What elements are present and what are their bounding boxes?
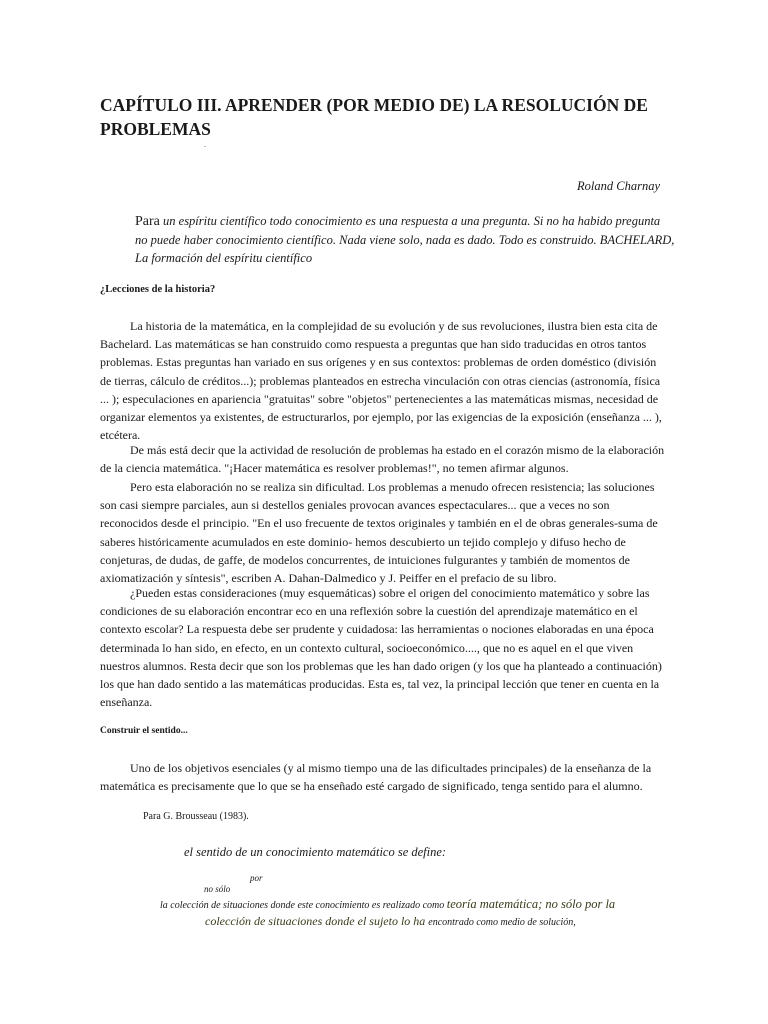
paragraph-meaning: Uno de los objetivos esenciales (y al mismo tiempo una de las dificultades principales) de la enseñanza de la matemática es precisamente que lo que se ha enseñado esté cargado de significado, tenga sentido para el alumno.: [100, 761, 652, 794]
definition-line-1a: la colección de situaciones donde este conocimiento es realizado como: [160, 900, 445, 911]
epigraph: [135, 212, 675, 267]
epigraph-lead: Para: [135, 214, 160, 229]
definition-intro: el sentido de un conocimiento matemático se define:: [184, 845, 447, 859]
citation: Para G. Brousseau (1983).: [143, 811, 249, 822]
paragraph-history-1: La historia de la matemática, en la complejidad de su evolución y de sus revoluciones, ilustra bien esta cita de Bachelard. Las matemáticas se han construido como respuesta a preguntas que han sido traducidas en otros tantos problemas. Estas preguntas han variado en sus orígenes y en sus contextos: problemas de orden doméstico (división de tierras, cálculo de créditos...); problemas planteados en estrecha vinculación con otras ciencias (astronomía, física ... ); especulaciones en apariencia "gratuitas" sobre "objetos" pertenecientes a las matemáticas mismas, necesidad de organizar elementos ya existentes, de estructurarlos, por ejemplo, por las exigencias de la exposición (enseñanza ... ), etcétera.: [100, 319, 662, 443]
definition-line-2b: encontrado como medio de solución,: [428, 917, 576, 928]
section-heading-history: ¿Lecciones de la historia?: [100, 284, 216, 295]
paragraph-history-2: De más está decir que la actividad de resolución de problemas ha estado en el corazón mismo de la elaboración de la ciencia matemática. "¡Hacer matemática es resolver problemas!", no temen afirmar algunos.: [100, 443, 665, 476]
definition-line-2: [205, 914, 576, 929]
chapter-title: CAPÍTULO III. APRENDER (POR MEDIO DE) LA RESOLUCIÓN DE PROBLEMAS: [100, 95, 648, 139]
page-marker: .: [204, 140, 206, 149]
definition-line-1b: teoría matemática; no sólo por la: [446, 897, 616, 911]
paragraph-history-3: Pero esta elaboración no se realiza sin dificultad. Los problemas a menudo ofrecen resistencia; las soluciones son casi siempre parciales, aun si destellos geniales provocan avances espectaculares... que a veces no son reconocidos desde el principio. "En el uso frecuente de textos originales y también en el de obras generales-suma de saberes históricamente acumulados en este dominio- hemos descubierto un tejido complejo y difuso hecho de conjeturas, de dudas, de gaffe, de modelos concurrentes, de intuiciones fulgurantes y también de momentos de axiomatización y síntesis", escriben A. Dahan-Dalmedico y J. Peiffer en el prefacio de su libro.: [100, 480, 658, 586]
definition-line-2a: colección de situaciones donde el sujeto lo ha: [205, 914, 426, 928]
section-heading-meaning: Construir el sentido...: [100, 726, 188, 736]
definition-line-1: [160, 897, 615, 912]
definition-por: por: [250, 873, 263, 883]
definition-no-solo: no sólo: [204, 884, 231, 894]
paragraph-history-4: ¿Pueden estas consideraciones (muy esquemáticas) sobre el origen del conocimiento matemático y sobre las condiciones de su elaboración encontrar eco en una reflexión sobre la cuestión del aprendizaje matemático en el contexto escolar? La respuesta debe ser prudente y cuidadosa: las herramientas o nociones elaboradas en una época determinada lo han sido, en efecto, en un contexto cultural, socioeconómico...., que no es aquel en el que viven nuestros alumnos. Resta decir que son los problemas que les han dado origen (y los que ha planteado a continuación) los que han dado sentido a las matemáticas producidas. Esta es, tal vez, la principal lección que tener en cuenta en la enseñanza.: [100, 586, 662, 710]
epigraph-text: un espíritu científico todo conocimiento es una respuesta a una pregunta. Si no ha habido pregunta no puede haber conocimiento científico. Nada viene solo, nada es dado. Todo es construido. BACHELARD, La formación del espíritu científico: [135, 214, 675, 265]
author-name: Roland Charnay: [577, 179, 660, 193]
